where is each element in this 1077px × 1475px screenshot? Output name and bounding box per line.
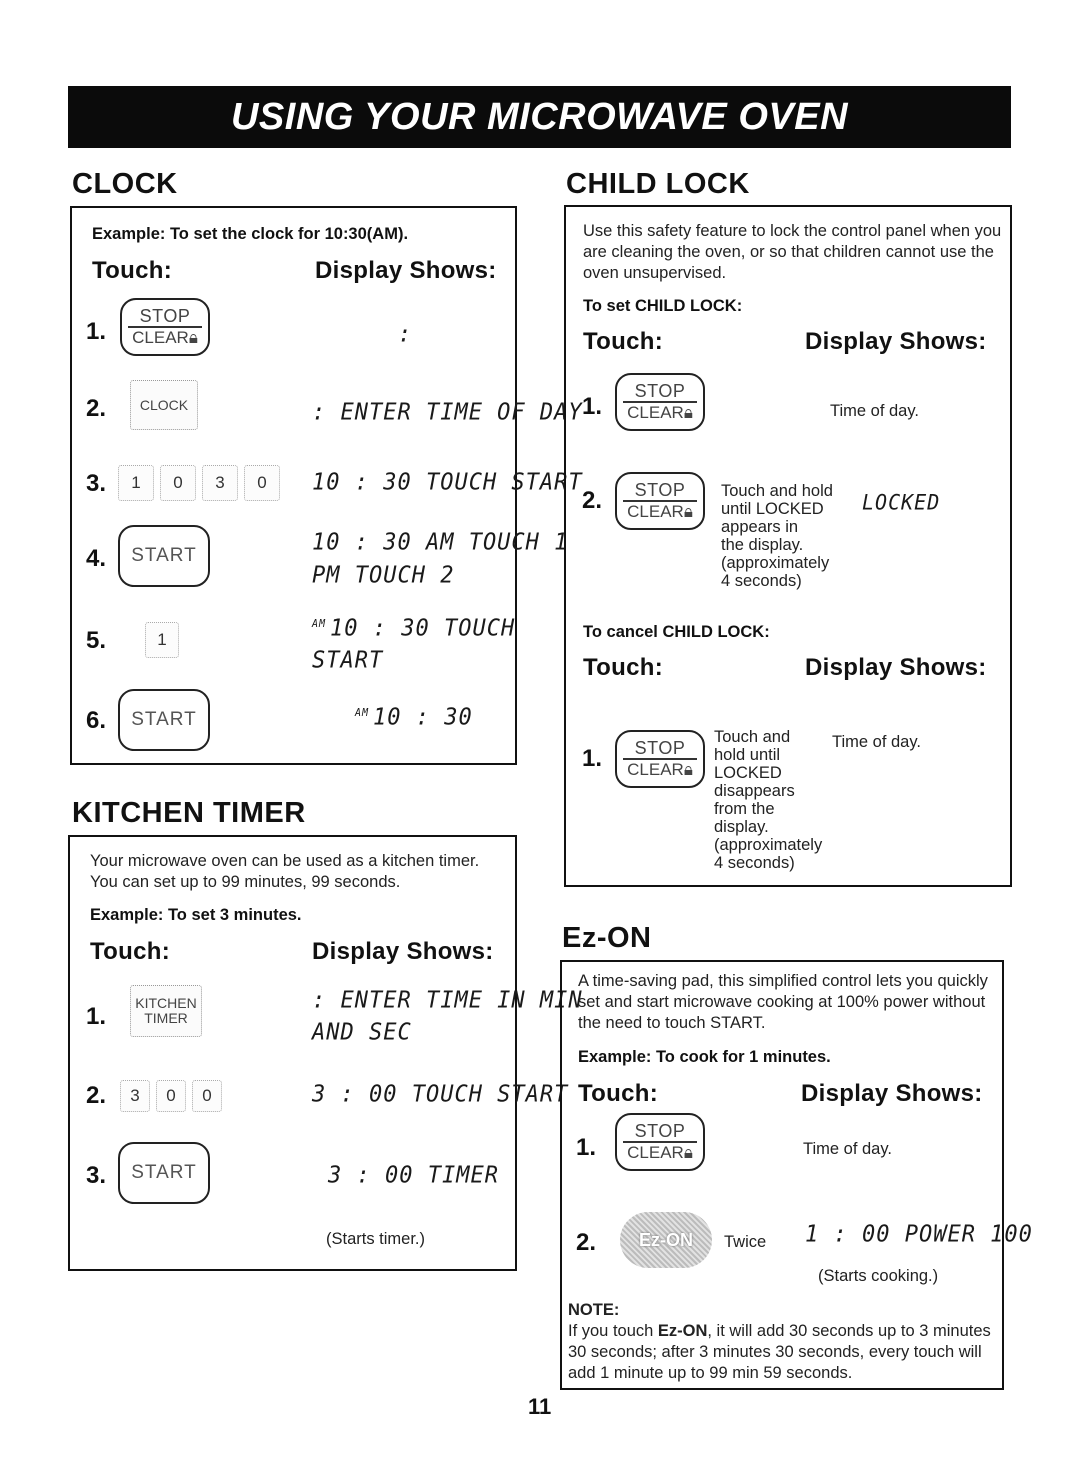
digit-key: 3 bbox=[120, 1080, 150, 1112]
ezon-step-2-label: Twice bbox=[724, 1233, 767, 1251]
kitchen-timer-display-header: Display Shows: bbox=[312, 938, 494, 965]
clock-example: Example: To set the clock for 10:30(AM). bbox=[92, 225, 409, 243]
page-banner: USING YOUR MICROWAVE OVEN bbox=[68, 86, 1011, 148]
cl-cancel-step-1-number: 1. bbox=[582, 745, 603, 772]
kt-step-1-display-line1: : ENTER TIME IN MIN bbox=[312, 987, 583, 1014]
ezon-step-1-display: Time of day. bbox=[803, 1140, 892, 1158]
ezon-note-title: NOTE: bbox=[568, 1301, 620, 1319]
kt-digit-keys bbox=[120, 1080, 222, 1112]
clock-step-4-display-line2: PM TOUCH 2 bbox=[312, 562, 455, 589]
cl-step-2-desc: Touch and hold until LOCKED appears in the display. (approximately 4 seconds) bbox=[721, 482, 833, 590]
kitchen-timer-example: Example: To set 3 minutes. bbox=[90, 906, 302, 924]
page-number: 11 bbox=[528, 1394, 552, 1419]
cl-cancel-step-1-desc: Touch and hold until LOCKED disappears from the display. (approximately 4 seconds) bbox=[714, 728, 823, 872]
clock-title: CLOCK bbox=[72, 168, 178, 200]
child-lock-title: CHILD LOCK bbox=[566, 168, 750, 200]
clear-label: CLEAR🔒︎ bbox=[128, 326, 202, 348]
clock-touch-header: Touch: bbox=[92, 257, 172, 284]
kitchen-timer-intro: Your microwave oven can be used as a kitchen timer. You can set up to 99 minutes, 99 seconds. bbox=[90, 852, 480, 891]
digit-key: 0 bbox=[244, 465, 280, 501]
kt-step-3-note: (Starts timer.) bbox=[326, 1230, 426, 1248]
clock-step-4-number: 4. bbox=[86, 545, 107, 572]
kt-step-1-display-line2: AND SEC bbox=[312, 1019, 412, 1046]
start-key: START bbox=[118, 689, 210, 751]
digit-key: 1 bbox=[118, 465, 154, 501]
kt-step-3-number: 3. bbox=[86, 1162, 107, 1189]
stop-clear-key: STOP CLEAR🔒︎ bbox=[615, 373, 705, 431]
stop-clear-key: STOP CLEAR🔒︎ bbox=[615, 730, 705, 788]
ezon-title: Ez-ON bbox=[562, 922, 652, 954]
ezon-step-2-display: 1 : 00 POWER 100 bbox=[805, 1221, 1033, 1248]
cl-step-1-number: 1. bbox=[582, 393, 603, 420]
digit-key: 3 bbox=[202, 465, 238, 501]
ezon-note-text: If you touch Ez-ON, it will add 30 seconds up to 3 minutes 30 seconds; after 3 minutes 30 seconds, every touch will add 1 minute up to 99 min 59 seconds. bbox=[568, 1322, 991, 1382]
child-lock-touch-header: Touch: bbox=[583, 328, 663, 355]
ezon-intro: A time-saving pad, this simplified control lets you quickly set and start microwave cooking at 100% power without the need to touch START. bbox=[578, 972, 988, 1032]
start-key: START bbox=[118, 1142, 210, 1204]
ezon-touch-header: Touch: bbox=[578, 1080, 658, 1107]
stop-clear-key: STOP CLEAR🔒︎ bbox=[615, 472, 705, 530]
clock-step-5-number: 5. bbox=[86, 627, 107, 654]
stop-clear-key: STOP CLEAR🔒︎ bbox=[615, 1113, 705, 1171]
clock-step-2-display: : ENTER TIME OF DAY bbox=[312, 399, 583, 426]
child-lock-display-header: Display Shows: bbox=[805, 328, 987, 355]
ezon-note bbox=[568, 1300, 1000, 1384]
kitchen-timer-touch-header: Touch: bbox=[90, 938, 170, 965]
digit-key: 0 bbox=[192, 1080, 222, 1112]
child-lock-set-label: To set CHILD LOCK: bbox=[583, 297, 743, 315]
kt-step-1-number: 1. bbox=[86, 1003, 107, 1030]
child-lock-cancel-display-header: Display Shows: bbox=[805, 654, 987, 681]
ezon-step-1-number: 1. bbox=[576, 1134, 597, 1161]
stop-label: STOP bbox=[139, 306, 191, 326]
clock-key: CLOCK bbox=[130, 380, 198, 430]
kitchen-timer-box bbox=[68, 835, 517, 1271]
cl-step-2-number: 2. bbox=[582, 487, 603, 514]
cl-step-2-display: LOCKED bbox=[862, 489, 941, 515]
ezon-step-2-number: 2. bbox=[576, 1229, 597, 1256]
clock-step-4-display-line1: 10 : 30 AM TOUCH 1 bbox=[312, 529, 569, 556]
kitchen-timer-title: KITCHEN TIMER bbox=[72, 797, 306, 829]
ezon-display-header: Display Shows: bbox=[801, 1080, 983, 1107]
kitchen-timer-key: KITCHEN TIMER bbox=[130, 985, 202, 1037]
child-lock-intro: Use this safety feature to lock the control panel when you are cleaning the oven, or so that children cannot use the oven unsupervised. bbox=[583, 222, 1002, 282]
clock-step-5-display-line2: START bbox=[312, 647, 384, 674]
ezon-key: Ez-ON bbox=[620, 1212, 712, 1268]
digit-key: 0 bbox=[160, 465, 196, 501]
clock-display-header: Display Shows: bbox=[315, 257, 497, 284]
ezon-example: Example: To cook for 1 minutes. bbox=[578, 1048, 831, 1066]
kt-step-2-display: 3 : 00 TOUCH START bbox=[312, 1081, 569, 1108]
clock-step-6-display: $^{AM}$ 10 : 30 bbox=[355, 704, 473, 731]
stop-clear-key bbox=[120, 298, 210, 356]
clock-step-5-display-line1: $^{AM}$ 10 : 30 TOUCH bbox=[312, 615, 516, 642]
digit-key: 0 bbox=[156, 1080, 186, 1112]
clock-step-1-number: 1. bbox=[86, 318, 107, 345]
clock-step-6-number: 6. bbox=[86, 707, 107, 734]
clock-step-2-number: 2. bbox=[86, 395, 107, 422]
clock-step-3-display: 10 : 30 TOUCH START bbox=[312, 469, 583, 496]
cl-cancel-step-1-display: Time of day. bbox=[832, 733, 921, 751]
digit-key-1: 1 bbox=[145, 622, 179, 658]
ezon-step-2-note: (Starts cooking.) bbox=[818, 1267, 939, 1285]
child-lock-cancel-touch-header: Touch: bbox=[583, 654, 663, 681]
cl-step-1-display: Time of day. bbox=[830, 402, 919, 420]
clock-digit-keys bbox=[118, 465, 280, 501]
start-key: START bbox=[118, 525, 210, 587]
child-lock-cancel-label: To cancel CHILD LOCK: bbox=[583, 623, 770, 641]
kt-step-3-display: 3 : 00 TIMER bbox=[328, 1162, 499, 1189]
clock-step-1-display: : bbox=[398, 321, 413, 348]
clock-step-3-number: 3. bbox=[86, 470, 107, 497]
kt-step-2-number: 2. bbox=[86, 1082, 107, 1109]
